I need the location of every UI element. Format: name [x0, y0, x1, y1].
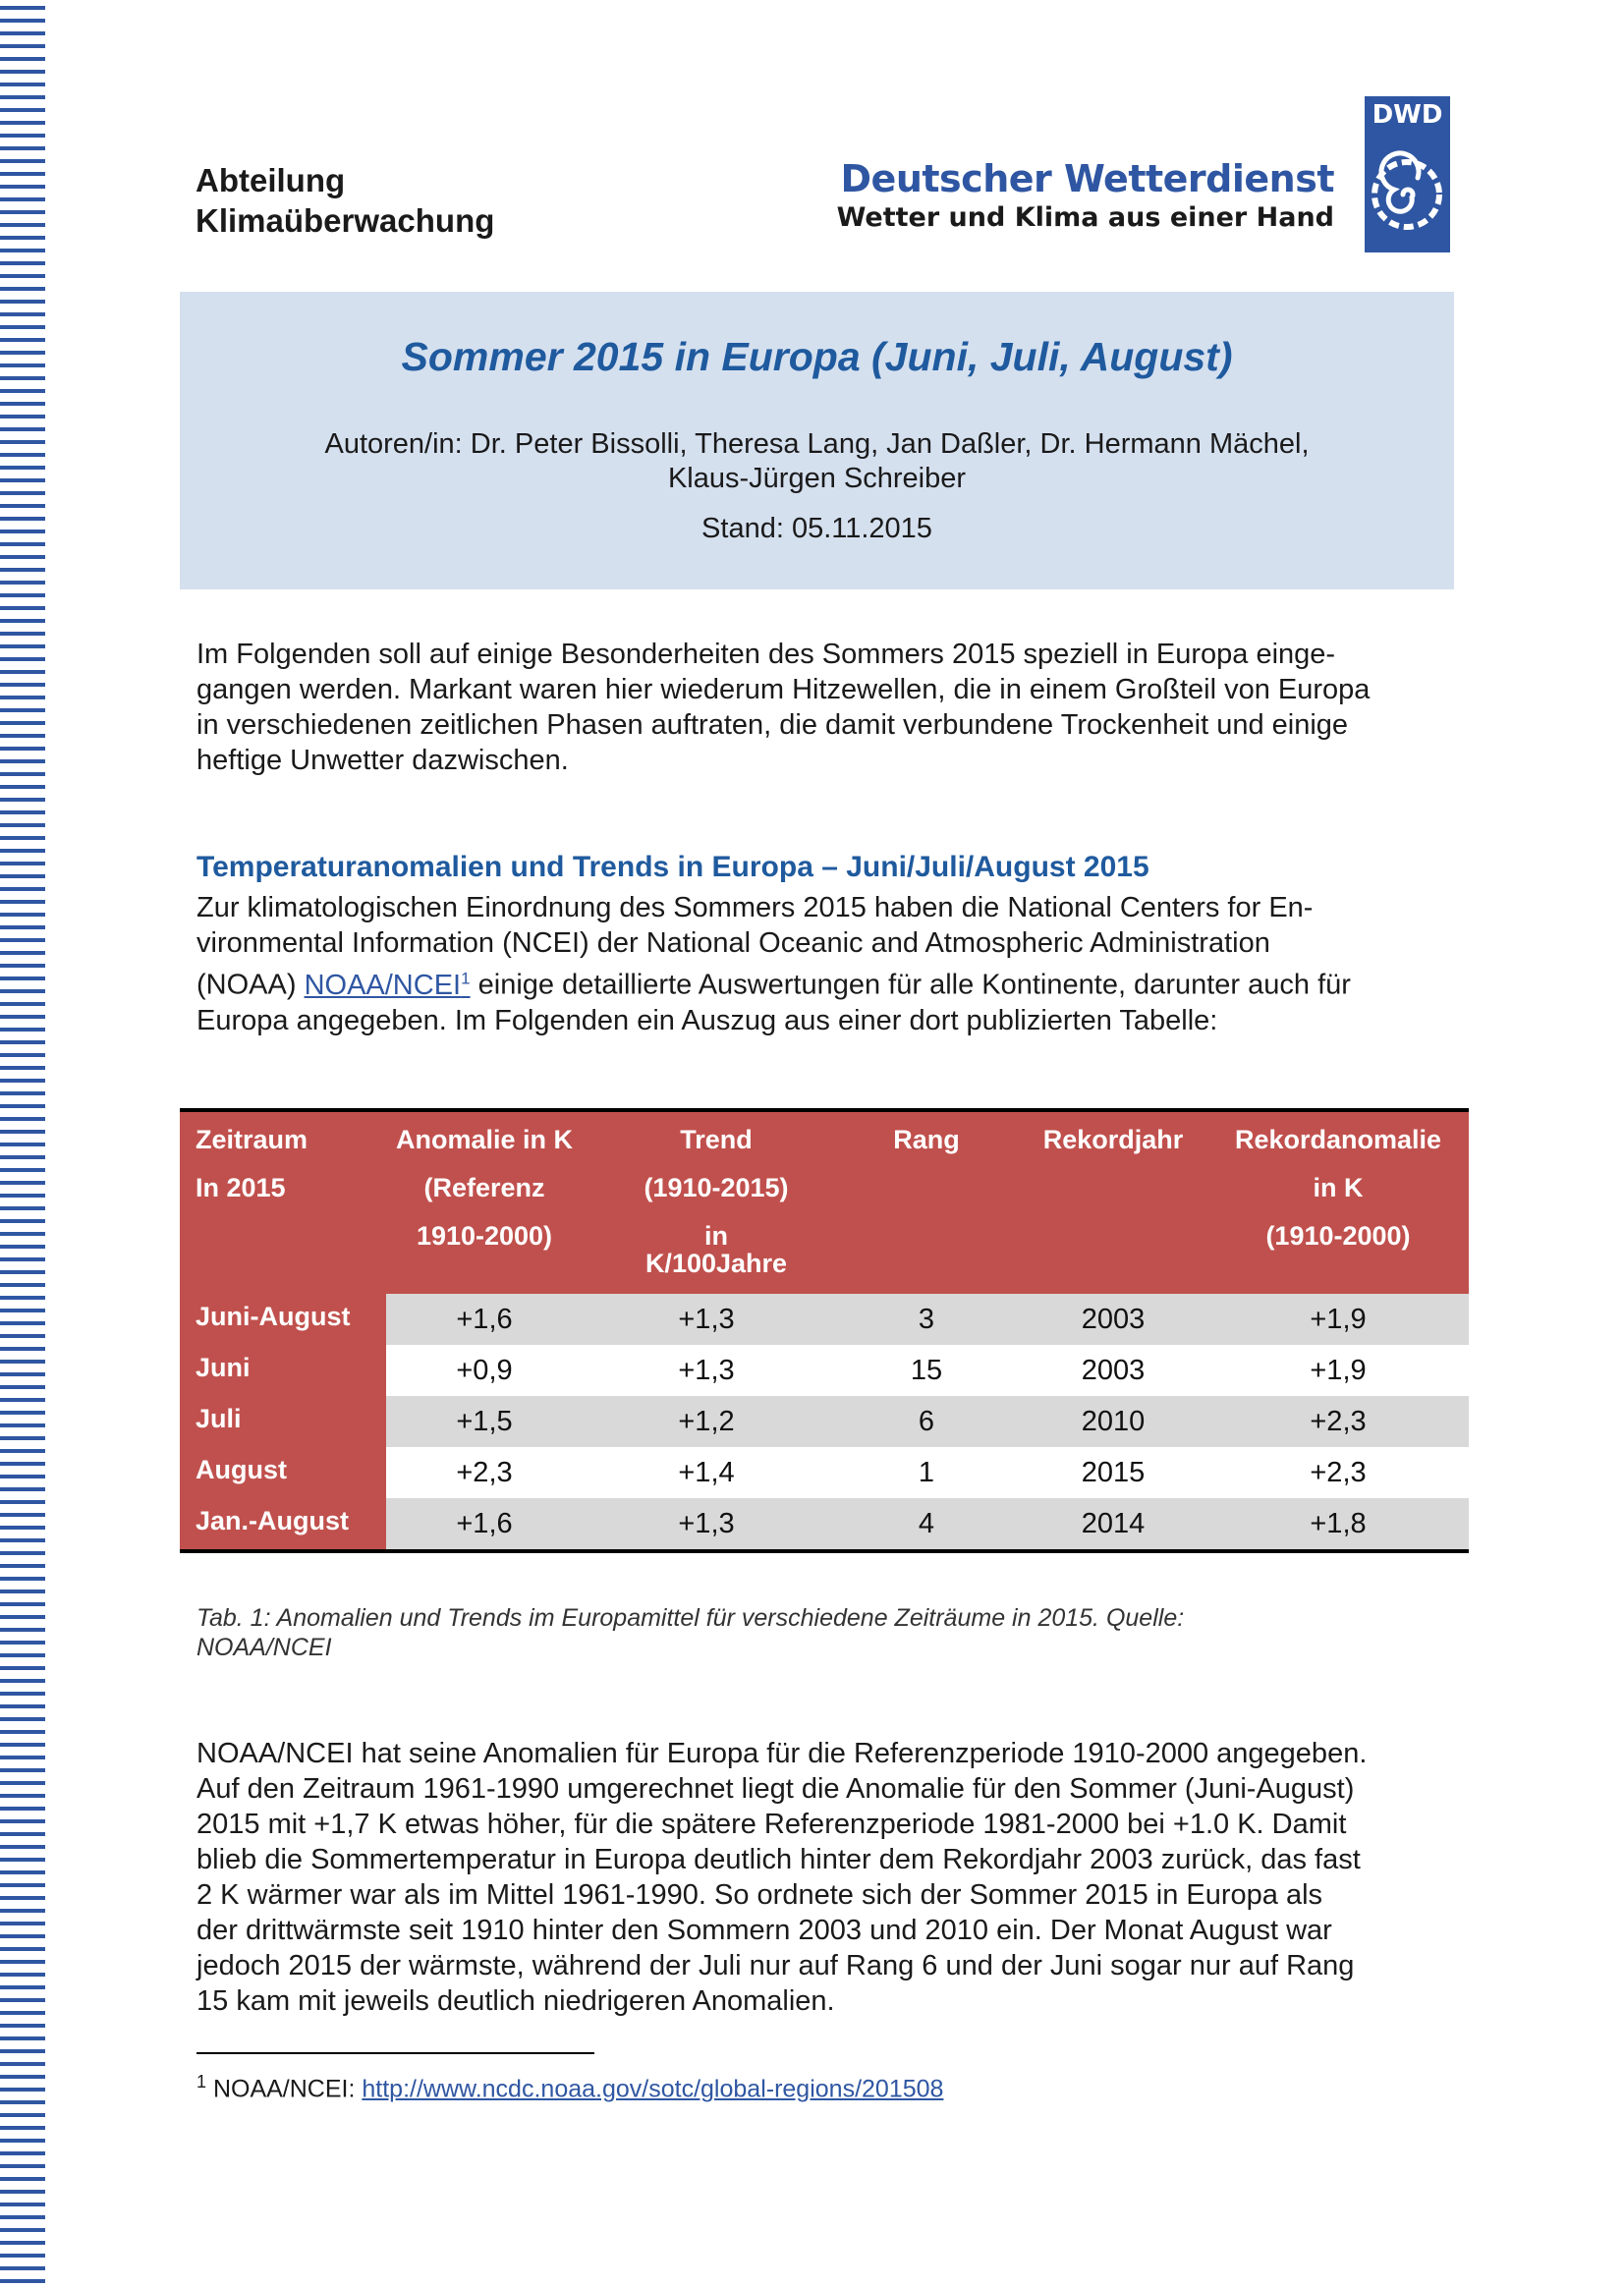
margin-stripe	[0, 261, 45, 265]
caption-line: NOAA/NCEI	[196, 1634, 332, 1661]
margin-stripe	[0, 1858, 45, 1862]
margin-stripe	[0, 1104, 45, 1108]
margin-stripe	[0, 1513, 45, 1517]
margin-stripe	[0, 1079, 45, 1083]
margin-stripe	[0, 312, 45, 316]
cell-anomalie: +1,6	[456, 1508, 513, 1539]
margin-stripe	[0, 1602, 45, 1606]
margin-stripe	[0, 300, 45, 304]
margin-stripe	[0, 1922, 45, 1925]
dwd-logo	[1365, 96, 1450, 252]
margin-stripe	[0, 1870, 45, 1874]
margin-stripe	[0, 951, 45, 955]
authors-line-1: Autoren/in: Dr. Peter Bissolli, Theresa Lang, Jan Daßler, Dr. Hermann Mächel,	[324, 428, 1310, 460]
margin-stripe	[0, 1692, 45, 1696]
table-row	[180, 1447, 1469, 1498]
cell-rekordanomalie: +1,9	[1310, 1355, 1367, 1386]
margin-stripe	[0, 1257, 45, 1261]
header-text: In 2015	[196, 1173, 286, 1202]
cell-rekordjahr: 2015	[1081, 1457, 1146, 1488]
margin-stripe	[0, 1666, 45, 1670]
margin-stripe	[0, 1781, 45, 1785]
cell-rekordanomalie: +2,3	[1310, 1406, 1367, 1437]
margin-stripe	[0, 1819, 45, 1823]
margin-stripe	[0, 1756, 45, 1759]
margin-stripe	[0, 1807, 45, 1811]
margin-stripe	[0, 1066, 45, 1070]
margin-stripe	[0, 2100, 45, 2104]
margin-stripe	[0, 223, 45, 227]
margin-stripe	[0, 95, 45, 99]
spiral-icon	[1371, 145, 1444, 244]
margin-stripe	[0, 83, 45, 86]
margin-stripe	[0, 1947, 45, 1951]
cell-rekordanomalie: +1,9	[1310, 1304, 1367, 1335]
margin-stripe	[0, 402, 45, 406]
margin-stripe	[0, 747, 45, 751]
margin-stripe	[0, 1973, 45, 1977]
cell-anomalie: +1,5	[456, 1406, 513, 1437]
section-paragraph	[196, 890, 1464, 1038]
margin-stripe	[0, 670, 45, 674]
margin-stripe	[0, 2088, 45, 2092]
department-line-1: Abteilung	[196, 162, 346, 198]
margin-stripe	[0, 581, 45, 585]
row-label: Jan.-August	[180, 1498, 386, 1549]
margin-stripe	[0, 274, 45, 278]
body-line: blieb die Sommertemperatur in Europa deutlich hinter dem Rekordjahr 2003 zurück, das fast	[196, 1844, 1361, 1875]
margin-stripe	[0, 1283, 45, 1287]
margin-stripe	[0, 2228, 45, 2232]
margin-stripe	[0, 964, 45, 968]
margin-stripe	[0, 632, 45, 636]
margin-stripe	[0, 31, 45, 35]
body-line: 2 K wärmer war als im Mittel 1961-1990. So ordnete sich der Sommer 2015 in Europa als	[196, 1879, 1323, 1911]
margin-stripe	[0, 2113, 45, 2117]
cell-rekordanomalie: +2,3	[1310, 1457, 1367, 1488]
left-margin-stripes	[0, 0, 45, 2287]
header-text: (Referenz	[423, 1173, 545, 1202]
margin-stripe	[0, 593, 45, 597]
margin-stripe	[0, 1551, 45, 1555]
margin-stripe	[0, 2062, 45, 2066]
margin-stripe	[0, 440, 45, 444]
margin-stripe	[0, 1526, 45, 1530]
authors-line-2: Klaus-Jürgen Schreiber	[667, 463, 967, 494]
margin-stripe	[0, 1590, 45, 1593]
margin-stripe	[0, 2049, 45, 2053]
margin-stripe	[0, 938, 45, 942]
caption-line: Tab. 1: Anomalien und Trends im Europamittel für verschiedene Zeiträume in 2015. Quelle:	[196, 1604, 1185, 1632]
dwd-logo-text	[837, 157, 1334, 236]
margin-stripe	[0, 900, 45, 904]
margin-stripe	[0, 849, 45, 853]
margin-stripe	[0, 236, 45, 240]
margin-stripe	[0, 415, 45, 418]
margin-stripe	[0, 363, 45, 367]
margin-stripe	[0, 2241, 45, 2245]
margin-stripe	[0, 1564, 45, 1568]
margin-stripe	[0, 1334, 45, 1338]
header-anomalie	[386, 1116, 583, 1260]
margin-stripe	[0, 606, 45, 610]
margin-stripe	[0, 823, 45, 827]
section-line	[196, 961, 1464, 1003]
cell-rekordjahr: 2014	[1081, 1508, 1146, 1539]
margin-stripe	[0, 2139, 45, 2143]
footnote-label: NOAA/NCEI:	[206, 2075, 363, 2103]
margin-stripe	[0, 683, 45, 687]
header-text: Rang	[893, 1125, 960, 1154]
margin-stripe	[0, 798, 45, 802]
margin-stripe	[0, 2011, 45, 2015]
margin-stripe	[0, 1423, 45, 1427]
margin-stripe	[0, 1245, 45, 1249]
margin-stripe	[0, 2126, 45, 2130]
margin-stripe	[0, 2177, 45, 2181]
margin-stripe	[0, 568, 45, 572]
margin-stripe	[0, 1411, 45, 1415]
header-text: (1910-2000)	[1265, 1221, 1411, 1251]
margin-stripe	[0, 6, 45, 10]
margin-stripe	[0, 810, 45, 814]
cell-rekordjahr: 2003	[1081, 1304, 1146, 1335]
header-rekordjahr	[1015, 1116, 1211, 1164]
margin-stripe	[0, 1538, 45, 1542]
header-rang	[828, 1116, 1025, 1164]
margin-stripe	[0, 70, 45, 74]
row-label: Juli	[180, 1396, 386, 1447]
margin-stripe	[0, 1896, 45, 1900]
margin-stripe	[0, 2266, 45, 2270]
margin-stripe	[0, 1028, 45, 1032]
margin-stripe	[0, 874, 45, 878]
header-text: Rekordanomalie	[1234, 1125, 1442, 1154]
cell-trend: +1,4	[678, 1457, 735, 1488]
margin-stripe	[0, 2075, 45, 2079]
section-text: einige detaillierte Auswertungen für alle Kontinente, darunter auch für	[470, 969, 1351, 1001]
margin-stripe	[0, 1449, 45, 1453]
margin-stripe	[0, 1219, 45, 1223]
margin-stripe	[0, 1845, 45, 1849]
footnote-url-link[interactable]: http://www.ncdc.noaa.gov/sotc/global-regions/201508	[362, 2075, 944, 2103]
margin-stripe	[0, 1309, 45, 1312]
margin-stripe	[0, 325, 45, 329]
margin-stripe	[0, 121, 45, 125]
margin-stripe	[0, 1155, 45, 1159]
footnote	[196, 2072, 943, 2103]
margin-stripe	[0, 759, 45, 763]
margin-stripe	[0, 1704, 45, 1708]
margin-stripe	[0, 1985, 45, 1989]
margin-stripe	[0, 1206, 45, 1210]
cell-trend: +1,3	[678, 1355, 735, 1386]
table-row	[180, 1294, 1469, 1345]
margin-stripe	[0, 2254, 45, 2258]
margin-stripe	[0, 1730, 45, 1734]
margin-stripe	[0, 989, 45, 993]
margin-stripe	[0, 1462, 45, 1466]
margin-stripe	[0, 1475, 45, 1478]
margin-stripe	[0, 491, 45, 495]
cell-rekordanomalie: +1,8	[1310, 1508, 1367, 1539]
intro-line: Im Folgenden soll auf einige Besonderheiten des Sommers 2015 speziell in Europa einge-	[196, 639, 1336, 670]
intro-line: in verschiedenen zeitlichen Phasen auftraten, die damit verbundene Trockenheit und einige	[196, 709, 1349, 741]
margin-stripe	[0, 1372, 45, 1376]
logo-abbreviation: DWD	[1372, 100, 1443, 130]
margin-stripe	[0, 644, 45, 648]
margin-stripe	[0, 1385, 45, 1389]
footnote-number: 1	[196, 2072, 207, 2092]
margin-stripe	[0, 1743, 45, 1747]
footnote-divider	[196, 2052, 594, 2054]
margin-stripe	[0, 210, 45, 214]
cell-trend: +1,3	[678, 1304, 735, 1335]
margin-stripe	[0, 1270, 45, 1274]
section-line: vironmental Information (NCEI) der National Oceanic and Atmospheric Administration	[196, 927, 1270, 959]
margin-stripe	[0, 249, 45, 252]
cell-anomalie: +2,3	[456, 1457, 513, 1488]
section-line: Europa angegeben. Im Folgenden ein Auszug aus einer dort publizierten Tabelle:	[196, 1004, 1218, 1036]
margin-stripe	[0, 351, 45, 355]
margin-stripe	[0, 517, 45, 521]
cell-rang: 1	[918, 1457, 935, 1488]
margin-stripe	[0, 2024, 45, 2028]
margin-stripe	[0, 1091, 45, 1095]
table-caption	[196, 1603, 1474, 1662]
header-text: K/100Jahre	[644, 1249, 788, 1278]
row-label: August	[180, 1447, 386, 1498]
authors	[180, 427, 1454, 496]
margin-stripe	[0, 287, 45, 291]
margin-stripe	[0, 1347, 45, 1351]
margin-stripe	[0, 146, 45, 150]
margin-stripe	[0, 1653, 45, 1657]
margin-stripe	[0, 376, 45, 380]
table-header	[180, 1112, 1469, 1294]
margin-stripe	[0, 913, 45, 917]
body-line: jedoch 2015 der wärmste, während der Juli nur auf Rang 6 und der Juni sogar nur auf Rang	[196, 1950, 1355, 1981]
margin-stripe	[0, 721, 45, 725]
margin-stripe	[0, 1832, 45, 1836]
margin-stripe	[0, 1679, 45, 1683]
cell-rekordjahr: 2003	[1081, 1355, 1146, 1386]
margin-stripe	[0, 466, 45, 470]
cell-rang: 6	[918, 1406, 935, 1437]
margin-stripe	[0, 338, 45, 342]
department-label	[196, 160, 494, 241]
margin-stripe	[0, 1360, 45, 1364]
cell-anomalie: +0,9	[456, 1355, 513, 1386]
header-text: in K	[1313, 1173, 1364, 1202]
header-text: in	[704, 1221, 728, 1251]
margin-stripe	[0, 1500, 45, 1504]
margin-stripe	[0, 1998, 45, 2002]
margin-stripe	[0, 159, 45, 163]
body-line: Auf den Zeitraum 1961-1990 umgerechnet liegt die Anomalie für den Sommer (Juni-August)	[196, 1773, 1355, 1805]
margin-stripe	[0, 2190, 45, 2194]
table-row	[180, 1396, 1469, 1447]
margin-stripe	[0, 1794, 45, 1798]
anomaly-table	[180, 1108, 1469, 1553]
header-text: Anomalie in K	[395, 1125, 574, 1154]
body-paragraph	[196, 1736, 1464, 2019]
body-line: der drittwärmste seit 1910 hinter den Sommern 2003 und 2010 ein. Der Monat August war	[196, 1915, 1332, 1946]
body-line: 2015 mit +1,7 K etwas höher, für die spätere Referenzperiode 1981-2000 bei +1.0 K. Damit	[196, 1809, 1347, 1840]
margin-stripe	[0, 708, 45, 712]
margin-stripe	[0, 108, 45, 112]
cell-rekordjahr: 2010	[1081, 1406, 1146, 1437]
row-label: Juni-August	[180, 1294, 386, 1345]
margin-stripe	[0, 44, 45, 48]
margin-stripe	[0, 1487, 45, 1491]
margin-stripe	[0, 2036, 45, 2040]
header-text: Trend	[680, 1125, 753, 1154]
cell-rang: 4	[918, 1508, 935, 1539]
cell-rang: 3	[918, 1304, 935, 1335]
margin-stripe	[0, 1768, 45, 1772]
margin-stripe	[0, 1168, 45, 1172]
margin-stripe	[0, 2203, 45, 2206]
margin-stripe	[0, 185, 45, 189]
footnote-ref: 1	[461, 969, 471, 987]
margin-stripe	[0, 2151, 45, 2155]
margin-stripe	[0, 619, 45, 623]
margin-stripe	[0, 2279, 45, 2283]
margin-stripe	[0, 657, 45, 661]
margin-stripe	[0, 478, 45, 482]
header-text: Rekordjahr	[1042, 1125, 1184, 1154]
cell-trend: +1,2	[678, 1406, 735, 1437]
margin-stripe	[0, 1577, 45, 1581]
margin-stripe	[0, 19, 45, 23]
intro-line: heftige Unwetter dazwischen.	[196, 745, 569, 776]
header-text: (1910-2015)	[644, 1173, 789, 1202]
title-box	[180, 292, 1454, 589]
margin-stripe	[0, 530, 45, 533]
table-row	[180, 1498, 1469, 1549]
margin-stripe	[0, 1143, 45, 1146]
margin-stripe	[0, 785, 45, 789]
row-label: Juni	[180, 1345, 386, 1396]
margin-stripe	[0, 542, 45, 546]
margin-stripe	[0, 197, 45, 201]
margin-stripe	[0, 976, 45, 980]
margin-stripe	[0, 555, 45, 559]
margin-stripe	[0, 1194, 45, 1198]
margin-stripe	[0, 1130, 45, 1134]
margin-stripe	[0, 836, 45, 840]
header-trend	[618, 1116, 814, 1278]
margin-stripe	[0, 1002, 45, 1006]
margin-stripe	[0, 772, 45, 776]
margin-stripe	[0, 427, 45, 431]
margin-stripe	[0, 862, 45, 865]
margin-stripe	[0, 1053, 45, 1057]
margin-stripe	[0, 1436, 45, 1440]
margin-stripe	[0, 2164, 45, 2168]
margin-stripe	[0, 1717, 45, 1721]
cell-anomalie: +1,6	[456, 1304, 513, 1335]
header-text: Zeitraum	[196, 1125, 308, 1154]
margin-stripe	[0, 1321, 45, 1325]
cell-rang: 15	[910, 1355, 943, 1386]
margin-stripe	[0, 1883, 45, 1887]
margin-stripe	[0, 504, 45, 508]
body-line: 15 kam mit jeweils deutlich niedrigeren Anomalien.	[196, 1985, 835, 2017]
margin-stripe	[0, 1015, 45, 1019]
margin-stripe	[0, 389, 45, 393]
section-line: Zur klimatologischen Einordnung des Sommers 2015 haben die National Centers for En-	[196, 892, 1314, 923]
department-line-2: Klimaüberwachung	[196, 202, 495, 239]
document-title: Sommer 2015 in Europa (Juni, Juli, August)	[401, 334, 1233, 379]
logo-tagline: Wetter und Klima aus einer Hand	[836, 202, 1334, 233]
margin-stripe	[0, 57, 45, 61]
margin-stripe	[0, 172, 45, 176]
margin-stripe	[0, 1615, 45, 1619]
intro-line: gangen werden. Markant waren hier wiederum Hitzewellen, die in einem Großteil von Europa	[196, 674, 1371, 705]
margin-stripe	[0, 1641, 45, 1645]
margin-stripe	[0, 134, 45, 138]
margin-stripe	[0, 1232, 45, 1236]
header-zeitraum	[196, 1116, 308, 1212]
margin-stripe	[0, 1909, 45, 1913]
margin-stripe	[0, 1296, 45, 1300]
cell-trend: +1,3	[678, 1508, 735, 1539]
margin-stripe	[0, 453, 45, 457]
margin-stripe	[0, 734, 45, 738]
section-heading: Temperaturanomalien und Trends in Europa – Juni/Juli/August 2015	[196, 851, 1149, 883]
margin-stripe	[0, 1398, 45, 1402]
header-text: 1910-2000)	[416, 1221, 553, 1251]
link-text[interactable]: NOAA/NCEI	[304, 969, 462, 1001]
margin-stripe	[0, 1181, 45, 1185]
header-rekordanomalie	[1223, 1116, 1453, 1260]
document-date: Stand: 05.11.2015	[701, 513, 932, 544]
margin-stripe	[0, 1117, 45, 1121]
margin-stripe	[0, 1628, 45, 1632]
margin-stripe	[0, 887, 45, 891]
body-line: NOAA/NCEI hat seine Anomalien für Europa für die Referenzperiode 1910-2000 angegeben.	[196, 1738, 1368, 1769]
logo-name: Deutscher Wetterdienst	[840, 157, 1334, 200]
noaa-ncei-link[interactable]	[305, 970, 471, 1001]
margin-stripe	[0, 696, 45, 699]
margin-stripe	[0, 925, 45, 929]
section-text: (NOAA)	[196, 969, 305, 1001]
margin-stripe	[0, 1960, 45, 1964]
margin-stripe	[0, 2215, 45, 2219]
margin-stripe	[0, 1934, 45, 1938]
intro-paragraph	[196, 637, 1464, 778]
table-row	[180, 1345, 1469, 1396]
margin-stripe	[0, 1040, 45, 1044]
